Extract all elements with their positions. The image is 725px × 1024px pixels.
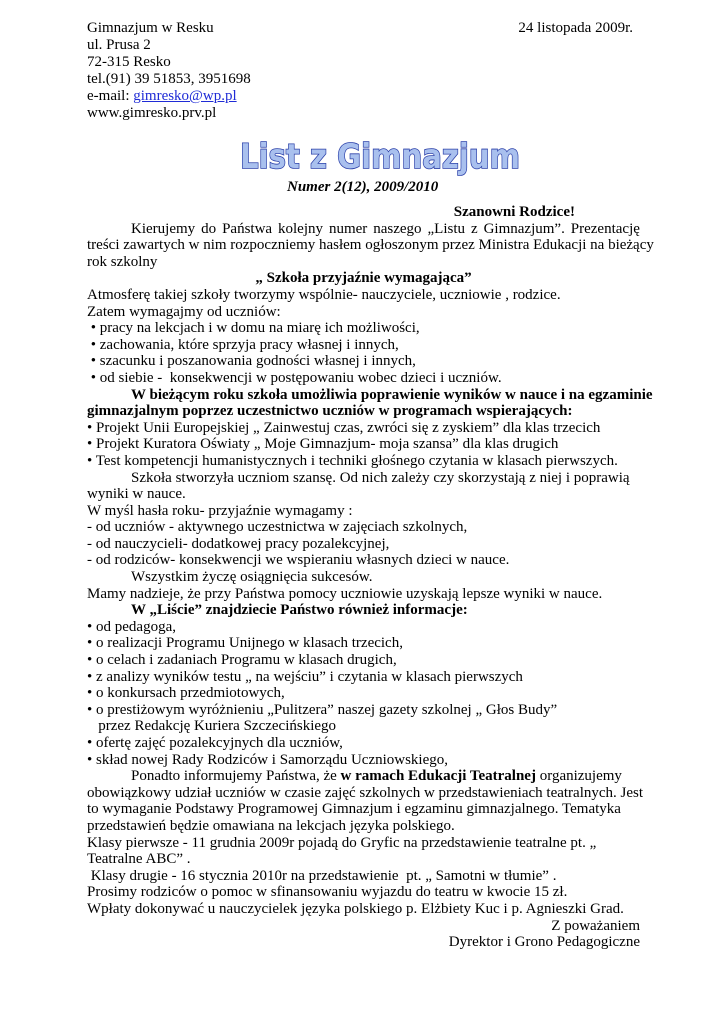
wishes-text: Wszystkim życzę osiągnięcia sukcesów. bbox=[131, 569, 373, 586]
expectations-intro: Zatem wymagajmy od uczniów: bbox=[87, 303, 281, 320]
expectation-item: • zachowania, które sprzyja pracy własnej i innych, bbox=[87, 336, 399, 353]
school-email-line bbox=[87, 88, 251, 105]
school-postal-city: 72-315 Resko bbox=[87, 54, 171, 70]
school-website: www.gimresko.prv.pl bbox=[87, 105, 217, 121]
intro-word: naszego bbox=[373, 220, 422, 237]
motto: „ Szkoła przyjaźnie wymagająca” bbox=[255, 270, 472, 287]
intro-word: z bbox=[470, 220, 478, 237]
letter-date: 24 listopada 2009r. bbox=[518, 20, 633, 36]
demand-item: - od rodziców- konsekwencji we wspieraniu własnych dzieci w nauce. bbox=[87, 552, 510, 569]
list-contents-item: przez Redakcję Kuriera Szczecińskiego bbox=[87, 718, 337, 735]
expectation-item: • szacunku i poszanowania godności własnej i innych, bbox=[87, 353, 416, 370]
intro-line-2: treści zawartych w nim rozpoczniemy hasłem ogłoszonym przez Ministra Edukacji na bieżący bbox=[87, 237, 654, 254]
theatre-line-8: Prosimy rodziców o pomoc w sfinansowaniu wyjazdu do teatru w kwocie 15 zł. bbox=[87, 884, 568, 901]
newsletter-logo-text: List z Gimnazjum bbox=[240, 137, 520, 177]
theatre-line-1-text: Ponadto informujemy Państwa, że bbox=[131, 768, 341, 785]
demand-item: - od uczniów - aktywnego uczestnictwa w zajęciach szkolnych, bbox=[87, 519, 468, 536]
intro-word: numer bbox=[328, 220, 368, 237]
hope-text: Mamy nadzieje, że przy Państwa pomocy uczniowie uzyskają lepsze wyniki w nauce. bbox=[87, 585, 603, 602]
theatre-line-9: Wpłaty dokonywać u nauczycielek języka polskiego p. Elżbiety Kuc i p. Agnieszki Grad. bbox=[87, 900, 624, 917]
project-item: • Projekt Unii Europejskiej „ Zainwestuj czas, zwróci się z zyskiem” dla klas trzecich bbox=[87, 419, 601, 436]
signature: Dyrektor i Grono Pedagogiczne bbox=[448, 934, 640, 951]
chance-line-1: Szkoła stworzyła uczniom szansę. Od nich zależy czy skorzystają z niej i poprawią bbox=[131, 469, 630, 486]
list-contents-heading: W „Liście” znajdziecie Państwo również informacje: bbox=[131, 602, 468, 619]
theatre-line-1-end: organizujemy bbox=[535, 768, 622, 785]
school-address-block bbox=[87, 20, 251, 122]
project-item: • Projekt Kuratora Oświaty „ Moje Gimnazjum- moja szansa” dla klas drugich bbox=[87, 436, 559, 453]
intro-word: do bbox=[201, 220, 217, 237]
theatre-line-6: Teatralne ABC” . bbox=[87, 851, 191, 868]
theatre-line-7: Klasy drugie - 16 stycznia 2010r na przedstawienie pt. „ Samotni w tłumie” . bbox=[87, 867, 557, 884]
theatre-line-2: obowiązkowy udział uczniów w czasie zajęć szkolnych w przedstawieniach teatralnych. Jest bbox=[87, 784, 644, 801]
atmosphere-text: Atmosferę takiej szkoły tworzymy wspólnie- nauczyciele, uczniowie , rodzice. bbox=[87, 286, 561, 303]
projects-heading-line-2: gimnazjalnym poprzez uczestnictwo uczniów w programach wspierających: bbox=[87, 403, 573, 420]
theatre-education-bold: w ramach Edukacji Teatralnej bbox=[340, 768, 536, 785]
email-prefix: e-mail: bbox=[87, 88, 134, 104]
school-name: Gimnazjum w Resku bbox=[87, 20, 214, 36]
school-street: ul. Prusa 2 bbox=[87, 37, 151, 53]
demand-item: - od nauczycieli- dodatkowej pracy pozalekcyjnej, bbox=[87, 535, 390, 552]
list-contents-item: • ofertę zajęć pozalekcyjnych dla uczniów, bbox=[87, 735, 343, 751]
issue-number: Numer 2(12), 2009/2010 bbox=[287, 179, 439, 195]
demands-intro: W myśl hasła roku- przyjaźnie wymagamy : bbox=[87, 502, 353, 519]
intro-word: Gimnazjum”. bbox=[483, 220, 565, 237]
list-contents-item: • o prestiżowym wyróżnieniu „Pulitzera” naszej gazety szkolnej „ Głos Budy” bbox=[87, 701, 558, 718]
theatre-line-5: Klasy pierwsze - 11 grudnia 2009r pojadą do Gryfic na przedstawienie teatralne pt. „ bbox=[87, 834, 597, 851]
list-contents-item: • o konkursach przedmiotowych, bbox=[87, 685, 285, 702]
list-contents-item: • skład nowej Rady Rodziców i Samorządu Uczniowskiego, bbox=[87, 751, 449, 768]
expectation-item: • od siebie - konsekwencji w postępowaniu wobec dzieci i uczniów. bbox=[87, 369, 502, 386]
projects-heading-line-1: W bieżącym roku szkoła umożliwia poprawienie wyników w nauce i na egzaminie bbox=[131, 386, 653, 403]
theatre-line-1 bbox=[87, 768, 640, 785]
newsletter-logo bbox=[236, 132, 526, 181]
list-contents-item: • o realizacji Programu Unijnego w klasach trzecich, bbox=[87, 635, 403, 652]
intro-word: Państwa bbox=[222, 220, 273, 237]
intro-line-1 bbox=[87, 221, 640, 238]
letter-body bbox=[87, 204, 654, 951]
intro-word: Prezentację bbox=[570, 220, 640, 237]
chance-line-2: wyniki w nauce. bbox=[87, 486, 186, 503]
list-contents-item: • o celach i zadaniach Programu w klasach drugich, bbox=[87, 652, 397, 669]
school-phone: tel.(91) 39 51853, 3951698 bbox=[87, 71, 251, 87]
email-link[interactable]: gimresko@wp.pl bbox=[133, 88, 237, 104]
theatre-line-4: przedstawień będzie omawiana na lekcjach języka polskiego. bbox=[87, 817, 455, 834]
greeting: Szanowni Rodzice! bbox=[453, 204, 575, 220]
expectation-item: • pracy na lekcjach i w domu na miarę ich możliwości, bbox=[87, 320, 420, 337]
intro-word: „Listu bbox=[427, 220, 466, 237]
list-contents-item: • z analizy wyników testu „ na wejściu” i czytania w klasach pierwszych bbox=[87, 668, 523, 685]
newsletter-logo-wordart bbox=[236, 132, 526, 176]
theatre-line-3: to wymaganie Podstawy Programowej Gimnazjum i egzaminu gimnazjalnego. Tematyka bbox=[87, 801, 621, 818]
intro-word: kolejny bbox=[278, 220, 324, 237]
project-item: • Test kompetencji humanistycznych i techniki głośnego czytania w klasach pierwszych. bbox=[87, 452, 618, 469]
list-contents-item: • od pedagoga, bbox=[87, 618, 176, 635]
intro-line-3: rok szkolny bbox=[87, 253, 158, 270]
intro-word: Kierujemy bbox=[131, 220, 196, 237]
closing-phrase: Z poważaniem bbox=[551, 917, 640, 934]
